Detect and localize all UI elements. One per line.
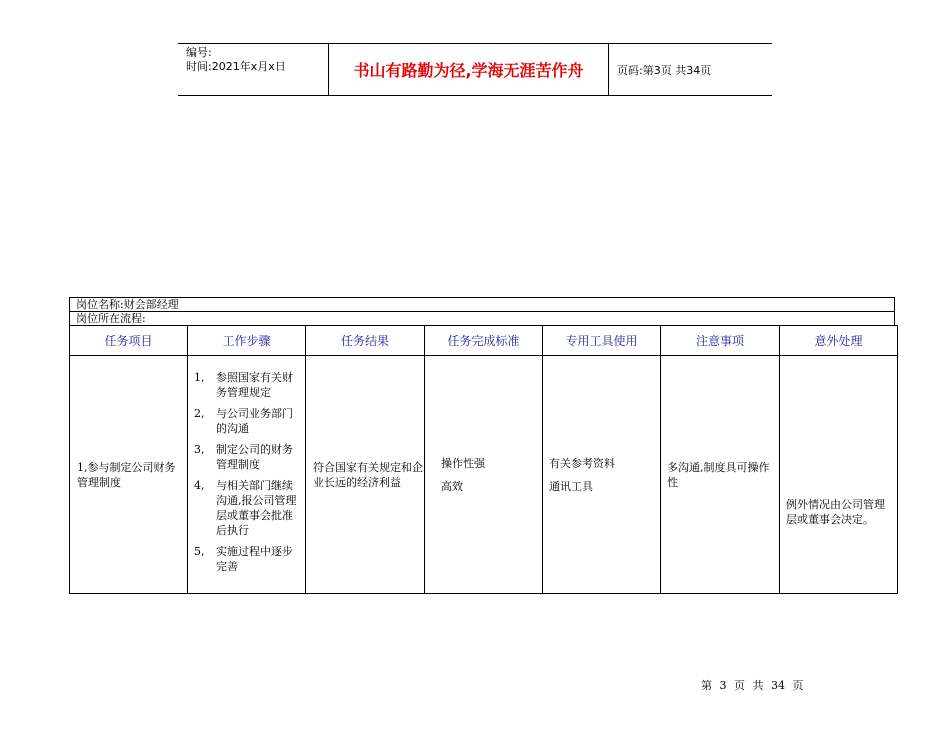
position-name-row: 岗位名称:财会部经理 (69, 297, 895, 312)
cell-exception: 例外情况由公司管理层或董事会决定。 (780, 356, 898, 594)
cell-tools (543, 356, 661, 594)
cell-notes: 多沟通,制度具可操作性 (661, 356, 780, 594)
step-item (194, 406, 301, 436)
header-completion-standard: 任务完成标准 (425, 326, 543, 356)
step-number: 2, (194, 406, 205, 420)
header-task-result: 任务结果 (306, 326, 425, 356)
time-label: 时间:2021年x月x日 (186, 60, 286, 73)
step-text: 与公司业务部门的沟通 (216, 406, 293, 435)
tool-line: 有关参考资料 (549, 456, 615, 470)
cell-task-result: 符合国家有关规定和企业长远的经济利益 (306, 356, 425, 594)
header-motto: 书山有路勤为径,学海无涯苦作舟 (329, 44, 609, 95)
cell-work-steps (188, 356, 306, 594)
step-item (194, 442, 301, 472)
step-text: 参照国家有关财务管理规定 (216, 370, 293, 399)
step-number: 5, (194, 544, 205, 558)
step-number: 3, (194, 442, 205, 456)
header-meta-cell (178, 44, 329, 95)
table-header-row (70, 326, 898, 356)
step-item (194, 370, 301, 400)
number-label: 编号: (186, 46, 212, 59)
table-row (70, 356, 898, 594)
cell-task-item: 1,参与制定公司财务管理制度 (70, 356, 188, 594)
standard-line: 操作性强 (441, 456, 485, 470)
header-task-item: 任务项目 (70, 326, 188, 356)
step-text: 制定公司的财务管理制度 (216, 442, 293, 471)
header-exception: 意外处理 (780, 326, 898, 356)
standard-line: 高效 (441, 479, 463, 493)
task-table (69, 325, 898, 594)
step-number: 1, (194, 370, 205, 384)
header-work-steps: 工作步骤 (188, 326, 306, 356)
step-text: 实施过程中逐步完善 (216, 544, 293, 573)
steps-list (194, 370, 301, 574)
header-page-info: 页码:第3页 共34页 (617, 63, 712, 77)
page-header (178, 43, 772, 96)
step-number: 4, (194, 478, 205, 492)
step-item (194, 478, 301, 538)
step-item (194, 544, 301, 574)
header-notes: 注意事项 (661, 326, 780, 356)
step-text: 与相关部门继续沟通,报公司管理层或董事会批准后执行 (216, 478, 297, 537)
page-footer: 第 3 页 共 34 页 (701, 679, 804, 692)
cell-completion-standard (425, 356, 543, 594)
position-process-row: 岗位所在流程: (69, 311, 895, 326)
header-tools: 专用工具使用 (543, 326, 661, 356)
tool-line: 通讯工具 (549, 479, 593, 493)
